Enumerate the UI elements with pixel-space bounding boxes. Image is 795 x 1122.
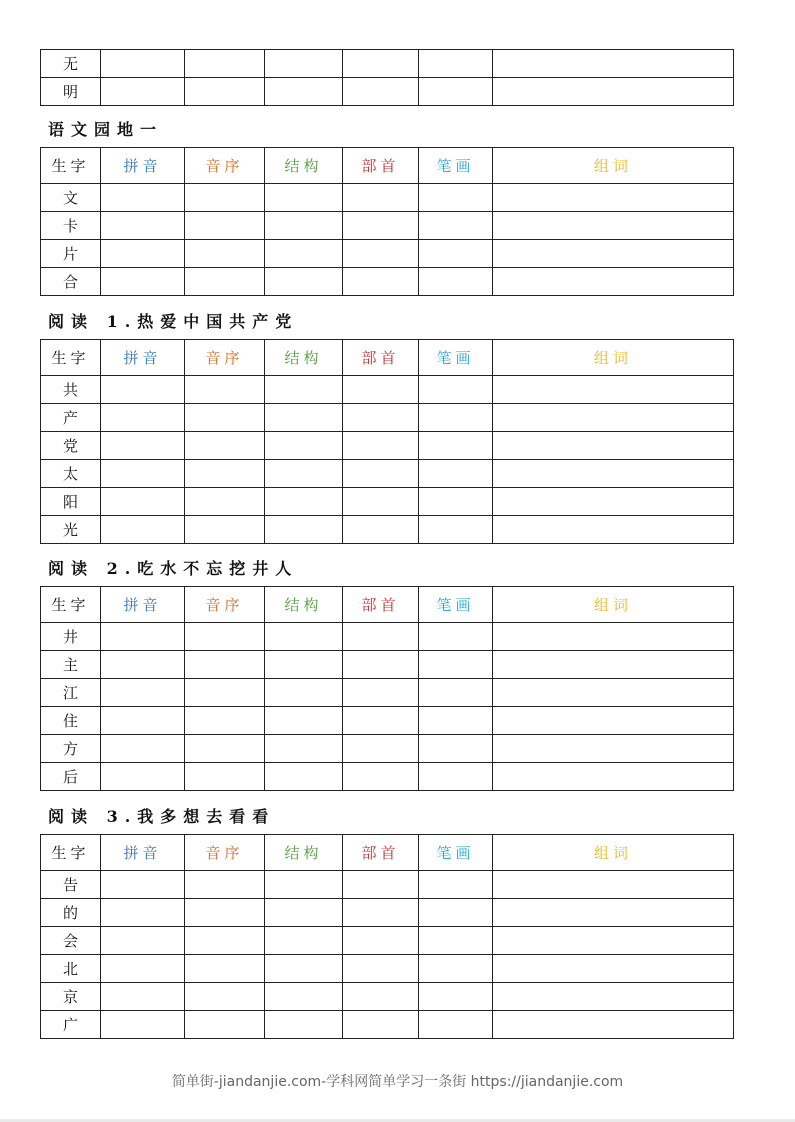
strokes-cell[interactable] — [419, 763, 493, 791]
pinyin-cell[interactable] — [101, 184, 185, 212]
structure-cell[interactable] — [265, 955, 343, 983]
pinyin-cell[interactable] — [101, 212, 185, 240]
pinyin-cell[interactable] — [101, 871, 185, 899]
radical-cell[interactable] — [343, 460, 419, 488]
section-table — [40, 834, 734, 1039]
strokes-cell[interactable] — [419, 679, 493, 707]
table-row — [41, 488, 734, 516]
table-row — [41, 516, 734, 544]
header-radical: 部首 — [343, 587, 419, 623]
pinyin-cell[interactable] — [101, 927, 185, 955]
order-cell[interactable] — [185, 707, 265, 735]
radical-cell[interactable] — [343, 404, 419, 432]
pinyin-cell[interactable] — [101, 268, 185, 296]
table-row — [41, 623, 734, 651]
pinyin-cell[interactable] — [101, 516, 185, 544]
char-cell: 告 — [41, 871, 101, 899]
char-cell: 太 — [41, 460, 101, 488]
pinyin-cell[interactable] — [101, 623, 185, 651]
strokes-cell[interactable] — [419, 376, 493, 404]
header-order: 音序 — [185, 587, 265, 623]
header-structure: 结构 — [265, 587, 343, 623]
words-cell[interactable] — [493, 488, 734, 516]
strokes-cell[interactable] — [419, 78, 493, 106]
table-row — [41, 268, 734, 296]
strokes-cell[interactable] — [419, 432, 493, 460]
radical-cell[interactable] — [343, 488, 419, 516]
radical-cell[interactable] — [343, 78, 419, 106]
order-cell[interactable] — [185, 212, 265, 240]
strokes-cell[interactable] — [419, 899, 493, 927]
section-table — [40, 586, 734, 791]
header-pinyin: 拼音 — [101, 587, 185, 623]
header-strokes: 笔画 — [419, 587, 493, 623]
words-cell[interactable] — [493, 707, 734, 735]
structure-cell[interactable] — [265, 488, 343, 516]
char-cell: 主 — [41, 651, 101, 679]
order-cell[interactable] — [185, 651, 265, 679]
words-cell[interactable] — [493, 184, 734, 212]
top-table — [40, 49, 734, 106]
words-cell[interactable] — [493, 735, 734, 763]
structure-cell[interactable] — [265, 651, 343, 679]
order-cell[interactable] — [185, 432, 265, 460]
words-cell[interactable] — [493, 212, 734, 240]
radical-cell[interactable] — [343, 679, 419, 707]
header-radical: 部首 — [343, 340, 419, 376]
pinyin-cell[interactable] — [101, 240, 185, 268]
order-cell[interactable] — [185, 871, 265, 899]
structure-cell[interactable] — [265, 516, 343, 544]
table-row — [41, 240, 734, 268]
header-radical: 部首 — [343, 148, 419, 184]
order-cell[interactable] — [185, 955, 265, 983]
section-title: 阅读 1.热爱中国共产党 — [48, 312, 299, 331]
words-cell[interactable] — [493, 651, 734, 679]
pinyin-cell[interactable] — [101, 460, 185, 488]
header-order: 音序 — [185, 340, 265, 376]
char-cell: 江 — [41, 679, 101, 707]
words-cell[interactable] — [493, 871, 734, 899]
header-char: 生字 — [41, 340, 101, 376]
structure-cell[interactable] — [265, 376, 343, 404]
words-cell[interactable] — [493, 240, 734, 268]
char-cell: 合 — [41, 268, 101, 296]
structure-cell[interactable] — [265, 927, 343, 955]
strokes-cell[interactable] — [419, 488, 493, 516]
words-cell[interactable] — [493, 1011, 734, 1039]
order-cell[interactable] — [185, 679, 265, 707]
section-title: 语文园地一 — [48, 120, 164, 139]
pinyin-cell[interactable] — [101, 651, 185, 679]
strokes-cell[interactable] — [419, 927, 493, 955]
radical-cell[interactable] — [343, 184, 419, 212]
structure-cell[interactable] — [265, 50, 343, 78]
structure-cell[interactable] — [265, 1011, 343, 1039]
char-cell: 京 — [41, 983, 101, 1011]
radical-cell[interactable] — [343, 651, 419, 679]
structure-cell[interactable] — [265, 983, 343, 1011]
pinyin-cell[interactable] — [101, 488, 185, 516]
header-char: 生字 — [41, 148, 101, 184]
header-char: 生字 — [41, 835, 101, 871]
pinyin-cell[interactable] — [101, 735, 185, 763]
table-row — [41, 651, 734, 679]
radical-cell[interactable] — [343, 927, 419, 955]
header-pinyin: 拼音 — [101, 148, 185, 184]
words-cell[interactable] — [493, 50, 734, 78]
order-cell[interactable] — [185, 1011, 265, 1039]
pinyin-cell[interactable] — [101, 1011, 185, 1039]
char-cell: 会 — [41, 927, 101, 955]
radical-cell[interactable] — [343, 212, 419, 240]
table-row — [41, 955, 734, 983]
order-cell[interactable] — [185, 927, 265, 955]
header-row — [41, 148, 734, 184]
strokes-cell[interactable] — [419, 871, 493, 899]
structure-cell[interactable] — [265, 899, 343, 927]
table-row — [41, 404, 734, 432]
structure-cell[interactable] — [265, 240, 343, 268]
table-row — [41, 871, 734, 899]
header-strokes: 笔画 — [419, 835, 493, 871]
char-cell: 党 — [41, 432, 101, 460]
words-cell[interactable] — [493, 955, 734, 983]
strokes-cell[interactable] — [419, 623, 493, 651]
structure-cell[interactable] — [265, 763, 343, 791]
words-cell[interactable] — [493, 460, 734, 488]
header-strokes: 笔画 — [419, 340, 493, 376]
section-table — [40, 339, 734, 544]
strokes-cell[interactable] — [419, 404, 493, 432]
section-title: 阅读 3.我多想去看看 — [48, 807, 276, 826]
pinyin-cell[interactable] — [101, 679, 185, 707]
char-cell: 的 — [41, 899, 101, 927]
radical-cell[interactable] — [343, 955, 419, 983]
radical-cell[interactable] — [343, 623, 419, 651]
radical-cell[interactable] — [343, 983, 419, 1011]
words-cell[interactable] — [493, 432, 734, 460]
header-words: 组词 — [493, 587, 734, 623]
table-row — [41, 707, 734, 735]
header-order: 音序 — [185, 835, 265, 871]
words-cell[interactable] — [493, 268, 734, 296]
section-table — [40, 147, 734, 296]
footer-text: 简单街-jiandanjie.com-学科网简单学习一条街 https://jiandanjie.com — [171, 1074, 624, 1090]
pinyin-cell[interactable] — [101, 50, 185, 78]
strokes-cell[interactable] — [419, 983, 493, 1011]
order-cell[interactable] — [185, 184, 265, 212]
char-cell: 住 — [41, 707, 101, 735]
table-row — [41, 763, 734, 791]
structure-cell[interactable] — [265, 432, 343, 460]
words-cell[interactable] — [493, 376, 734, 404]
words-cell[interactable] — [493, 679, 734, 707]
char-cell: 阳 — [41, 488, 101, 516]
pinyin-cell[interactable] — [101, 763, 185, 791]
strokes-cell[interactable] — [419, 268, 493, 296]
strokes-cell[interactable] — [419, 460, 493, 488]
order-cell[interactable] — [185, 623, 265, 651]
radical-cell[interactable] — [343, 707, 419, 735]
structure-cell[interactable] — [265, 871, 343, 899]
char-cell: 卡 — [41, 212, 101, 240]
char-cell: 无 — [41, 50, 101, 78]
order-cell[interactable] — [185, 488, 265, 516]
char-cell: 产 — [41, 404, 101, 432]
words-cell[interactable] — [493, 404, 734, 432]
order-cell[interactable] — [185, 735, 265, 763]
pinyin-cell[interactable] — [101, 376, 185, 404]
order-cell[interactable] — [185, 516, 265, 544]
structure-cell[interactable] — [265, 268, 343, 296]
pinyin-cell[interactable] — [101, 955, 185, 983]
structure-cell[interactable] — [265, 78, 343, 106]
structure-cell[interactable] — [265, 707, 343, 735]
radical-cell[interactable] — [343, 240, 419, 268]
strokes-cell[interactable] — [419, 240, 493, 268]
structure-cell[interactable] — [265, 735, 343, 763]
words-cell[interactable] — [493, 899, 734, 927]
header-row — [41, 340, 734, 376]
order-cell[interactable] — [185, 404, 265, 432]
table-row — [41, 432, 734, 460]
table-row — [41, 212, 734, 240]
table-row — [41, 460, 734, 488]
radical-cell[interactable] — [343, 516, 419, 544]
header-order: 音序 — [185, 148, 265, 184]
order-cell[interactable] — [185, 268, 265, 296]
structure-cell[interactable] — [265, 404, 343, 432]
radical-cell[interactable] — [343, 376, 419, 404]
table-row — [41, 735, 734, 763]
header-structure: 结构 — [265, 835, 343, 871]
strokes-cell[interactable] — [419, 955, 493, 983]
order-cell[interactable] — [185, 376, 265, 404]
table-row — [41, 679, 734, 707]
char-cell: 广 — [41, 1011, 101, 1039]
char-cell: 共 — [41, 376, 101, 404]
strokes-cell[interactable] — [419, 735, 493, 763]
order-cell[interactable] — [185, 899, 265, 927]
structure-cell[interactable] — [265, 623, 343, 651]
pinyin-cell[interactable] — [101, 707, 185, 735]
radical-cell[interactable] — [343, 432, 419, 460]
order-cell[interactable] — [185, 983, 265, 1011]
table-row — [41, 927, 734, 955]
words-cell[interactable] — [493, 516, 734, 544]
header-radical: 部首 — [343, 835, 419, 871]
words-cell[interactable] — [493, 78, 734, 106]
strokes-cell[interactable] — [419, 651, 493, 679]
char-cell: 文 — [41, 184, 101, 212]
order-cell[interactable] — [185, 240, 265, 268]
header-structure: 结构 — [265, 148, 343, 184]
radical-cell[interactable] — [343, 763, 419, 791]
header-row — [41, 835, 734, 871]
table-row — [41, 78, 734, 106]
table-row — [41, 184, 734, 212]
table-row — [41, 376, 734, 404]
radical-cell[interactable] — [343, 871, 419, 899]
pinyin-cell[interactable] — [101, 404, 185, 432]
table-row — [41, 1011, 734, 1039]
strokes-cell[interactable] — [419, 212, 493, 240]
words-cell[interactable] — [493, 623, 734, 651]
order-cell[interactable] — [185, 50, 265, 78]
header-strokes: 笔画 — [419, 148, 493, 184]
section-title: 阅读 2.吃水不忘挖井人 — [48, 559, 299, 578]
header-words: 组词 — [493, 835, 734, 871]
radical-cell[interactable] — [343, 735, 419, 763]
char-cell: 方 — [41, 735, 101, 763]
strokes-cell[interactable] — [419, 707, 493, 735]
words-cell[interactable] — [493, 927, 734, 955]
structure-cell[interactable] — [265, 679, 343, 707]
header-pinyin: 拼音 — [101, 340, 185, 376]
structure-cell[interactable] — [265, 184, 343, 212]
order-cell[interactable] — [185, 763, 265, 791]
strokes-cell[interactable] — [419, 50, 493, 78]
header-row — [41, 587, 734, 623]
structure-cell[interactable] — [265, 460, 343, 488]
header-words: 组词 — [493, 148, 734, 184]
header-pinyin: 拼音 — [101, 835, 185, 871]
order-cell[interactable] — [185, 78, 265, 106]
header-char: 生字 — [41, 587, 101, 623]
header-structure: 结构 — [265, 340, 343, 376]
char-cell: 后 — [41, 763, 101, 791]
radical-cell[interactable] — [343, 268, 419, 296]
words-cell[interactable] — [493, 983, 734, 1011]
pinyin-cell[interactable] — [101, 899, 185, 927]
table-row — [41, 50, 734, 78]
radical-cell[interactable] — [343, 50, 419, 78]
char-cell: 北 — [41, 955, 101, 983]
pinyin-cell[interactable] — [101, 78, 185, 106]
table-row — [41, 899, 734, 927]
header-words: 组词 — [493, 340, 734, 376]
radical-cell[interactable] — [343, 1011, 419, 1039]
structure-cell[interactable] — [265, 212, 343, 240]
words-cell[interactable] — [493, 763, 734, 791]
char-cell: 光 — [41, 516, 101, 544]
radical-cell[interactable] — [343, 899, 419, 927]
order-cell[interactable] — [185, 460, 265, 488]
pinyin-cell[interactable] — [101, 983, 185, 1011]
pinyin-cell[interactable] — [101, 432, 185, 460]
strokes-cell[interactable] — [419, 184, 493, 212]
char-cell: 明 — [41, 78, 101, 106]
char-cell: 井 — [41, 623, 101, 651]
strokes-cell[interactable] — [419, 1011, 493, 1039]
strokes-cell[interactable] — [419, 516, 493, 544]
char-cell: 片 — [41, 240, 101, 268]
table-row — [41, 983, 734, 1011]
